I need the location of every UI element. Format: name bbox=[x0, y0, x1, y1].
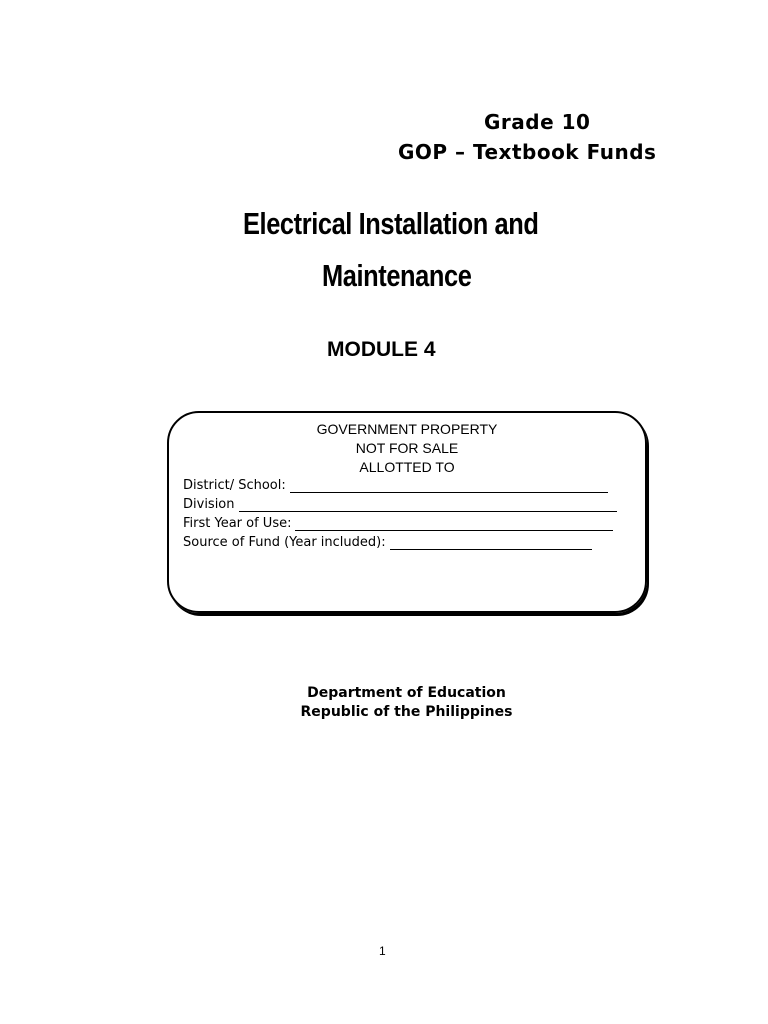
document-title-line-2: Maintenance bbox=[322, 258, 472, 293]
country-name: Republic of the Philippines bbox=[300, 704, 513, 720]
field-blank-line bbox=[295, 518, 613, 531]
government-property-stamp bbox=[167, 411, 647, 613]
field-division bbox=[183, 497, 617, 512]
field-source-of-fund bbox=[183, 535, 592, 550]
field-label: District/ School: bbox=[183, 478, 286, 493]
field-blank-line bbox=[239, 499, 617, 512]
field-blank-line bbox=[390, 537, 592, 550]
stamp-heading-property: GOVERNMENT PROPERTY bbox=[316, 421, 498, 437]
department-name: Department of Education bbox=[307, 685, 506, 701]
page-number: 1 bbox=[379, 944, 386, 958]
stamp-heading-not-for-sale: NOT FOR SALE bbox=[355, 440, 459, 456]
grade-heading: Grade 10 bbox=[484, 110, 591, 134]
funds-heading: GOP – Textbook Funds bbox=[398, 140, 657, 164]
stamp-heading-allotted: ALLOTTED TO bbox=[359, 459, 455, 475]
document-title-line-1: Electrical Installation and bbox=[243, 206, 539, 241]
field-first-year-of-use bbox=[183, 516, 613, 531]
field-label: Division bbox=[183, 497, 235, 512]
field-district-school bbox=[183, 478, 608, 493]
field-label: Source of Fund (Year included): bbox=[183, 535, 386, 550]
field-blank-line bbox=[290, 480, 608, 493]
module-label: MODULE 4 bbox=[327, 338, 436, 361]
field-label: First Year of Use: bbox=[183, 516, 292, 531]
